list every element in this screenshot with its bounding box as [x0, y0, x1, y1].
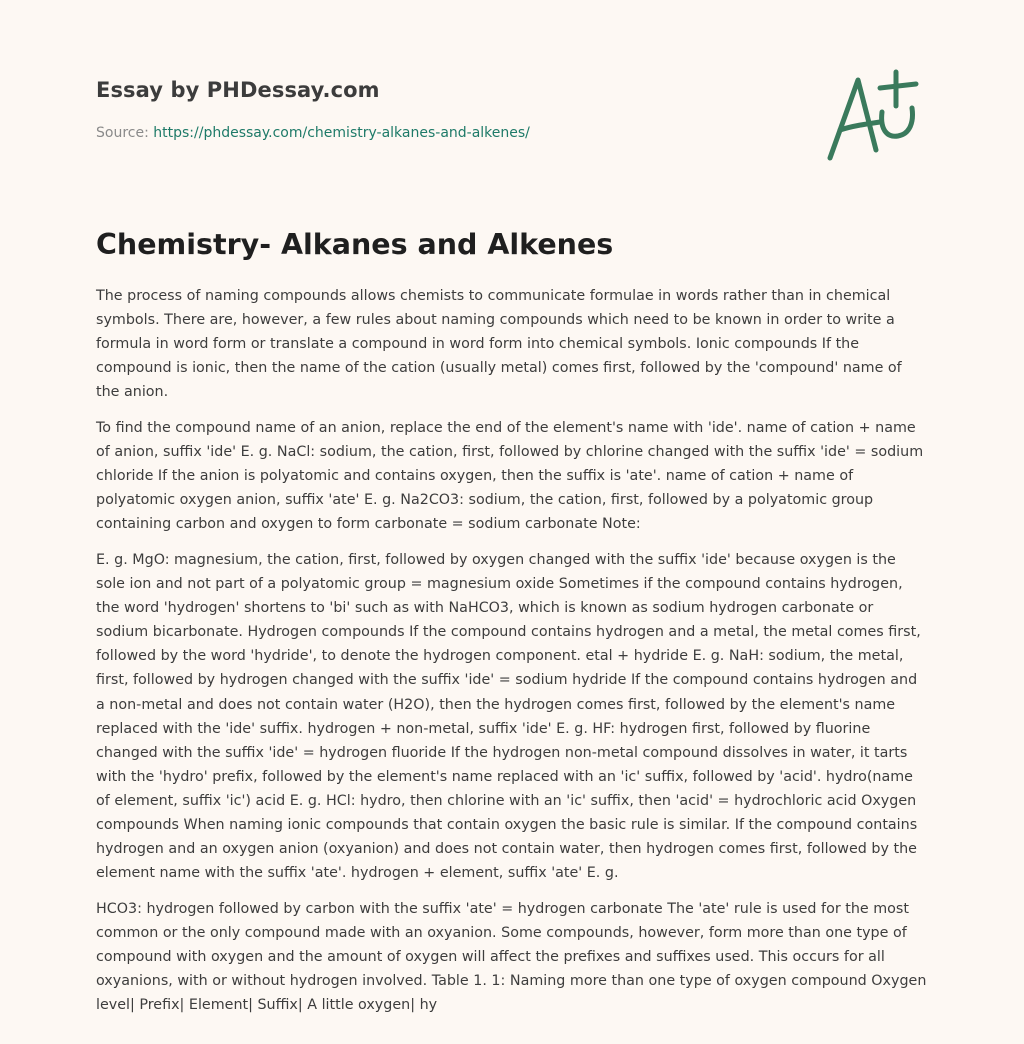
brand-title: Essay by PHDessay.com — [96, 78, 380, 102]
source-link[interactable]: https://phdessay.com/chemistry-alkanes-and-alkenes/ — [153, 125, 530, 141]
page-title: Chemistry- Alkanes and Alkenes — [96, 228, 614, 261]
paragraph: To find the compound name of an anion, replace the end of the element's name with 'ide'. name of cation + name of anion, suffix 'ide' E. g. NaCl: sodium, the cation, first, followed by chlorine changed with the suffix 'ide' = sodium chloride If the anion is polyatomic and contains oxygen, then the suffix is 'ate'. name of cation + name of polyatomic oxygen anion, suffix 'ate' E. g. Na2CO3: sodium, the cation, first, followed by a polyatomic group containing carbon and oxygen to form carbonate = sodium carbonate Note: — [96, 419, 924, 533]
paragraph: HCO3: hydrogen followed by carbon with the suffix 'ate' = hydrogen carbonate The 'ate' rule is used for the most common or the only compound made with an oxyanion. Some compounds, however, form more than one type of compound with oxygen and the amount of oxygen will affect the prefixes and suffixes used. This occurs for all oxyanions, with or without hydrogen involved. Table 1. 1: Naming more than one type of oxygen compound Oxygen level| Prefix| Element| Suffix| A little oxygen| hy — [96, 900, 927, 1014]
paragraph: The process of naming compounds allows chemists to communicate formulae in words rather than in chemical symbols. There are, however, a few rules about naming compounds which need to be known in order to write a formula in word form or translate a compound in word form into chemical symbols. Ionic compounds If the compound is ionic, then the name of the cation (usually metal) comes first, followed by the 'compound' name of the anion. — [96, 288, 902, 401]
a-plus-logo-icon — [822, 66, 932, 166]
source-label: Source: — [96, 125, 149, 141]
source-line — [96, 125, 530, 141]
paragraph: E. g. MgO: magnesium, the cation, first, followed by oxygen changed with the suffix 'ide' because oxygen is the sole ion and not part of a polyatomic group = magnesium oxide Sometimes if the compound contains hydrogen, the word 'hydrogen' shortens to 'bi' such as with NaHCO3, which is known as sodium hydrogen carbonate or sodium bicarbonate. Hydrogen compounds If the compound contains hydrogen and a metal, the metal comes first, followed by the word 'hydride', to denote the hydrogen component. etal + hydride E. g. NaH: sodium, the metal, first, followed by hydrogen changed with the suffix 'ide' = sodium hydride If the compound contains hydrogen and a non-metal and does not contain water (H2O), then the hydrogen comes first, followed by the element's name replaced with the 'ide' suffix. hydrogen + non-metal, suffix 'ide' E. g. HF: hydrogen first, followed by fluorine changed with the suffix 'ide' = hydrogen fluoride If the hydrogen non-metal compound dissolves in water, it tarts with the 'hydro' prefix, followed by the element's name replaced with an 'ic' suffix, followed by 'acid'. hydro(name of element, suffix 'ic') acid E. g. HCl: hydro, then chlorine with an 'ic' suffix, then 'acid' = hydrochloric acid Oxygen compounds When naming ionic compounds that contain oxygen the basic rule is similar. If the compound contains hydrogen and an oxygen anion (oxyanion) and does not contain water, then hydrogen comes first, followed by the element name with the suffix 'ate'. hydrogen + element, suffix 'ate' E. g. — [96, 551, 921, 882]
article-body — [96, 284, 928, 1029]
